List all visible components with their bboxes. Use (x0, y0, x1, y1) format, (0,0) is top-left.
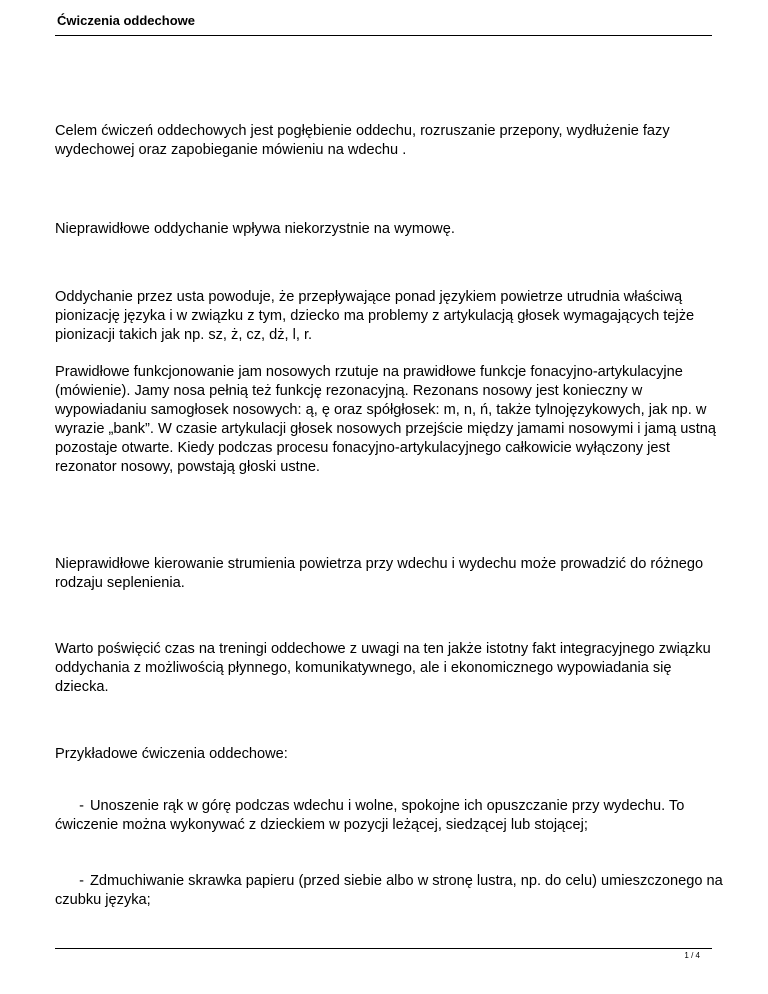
paragraph-intro: Celem ćwiczeń oddechowych jest pogłębienie oddechu, rozruszanie przepony, wydłużenie fazy wydechowej oraz zapobieganie mówieniu na wdechu . (55, 123, 670, 158)
paragraph-mouth-breathing: Oddychanie przez usta powoduje, że przepływające ponad językiem powietrze utrudnia właściwą pionizację języka i w związku z tym, dziecko ma problemy z artykulacją głosek wymagających tejże pionizacji takich jak np. sz, ż, cz, dż, l, r. (55, 289, 695, 343)
page-header (55, 11, 712, 36)
exercise-text: Unoszenie rąk w górę podczas wdechu i wolne, spokojne ich opuszczanie przy wydechu. To ćwiczenie można wykonywać z dzieckiem w pozycji leżącej, siedzącej lub stojącej; (55, 798, 685, 833)
paragraph-air-stream: Nieprawidłowe kierowanie strumienia powietrza przy wdechu i wydechu może prowadzić do różnego rodzaju seplenienia. (55, 556, 704, 591)
paragraph-breathing-impact: Nieprawidłowe oddychanie wpływa niekorzystnie na wymowę. (55, 221, 455, 237)
page-number: 1 / 4 (684, 951, 700, 960)
exercise-text: Zdmuchiwanie skrawka papieru (przed siebie albo w stronę lustra, np. do celu) umieszczonego na czubku języka; (55, 873, 723, 908)
exercise-item (55, 797, 725, 835)
paragraph-nasal-cavities: Prawidłowe funkcjonowanie jam nosowych rzutuje na prawidłowe funkcje fonacyjno-artykulacyjne (mówienie). Jamy nosa pełnią też funkcję rezonacyjną. Rezonans nosowy jest konieczny w wypowiadaniu samogłosek nosowych: ą, ę oraz spółgłosek: m, n, ń, także tylnojęzykowych, jak np. w wyrazie „bank”. W czasie artykulacji głosek nosowych przejście między jamami nosowymi i jamą ustną pozostaje otwarte. Kiedy podczas procesu fonacyjno-artykulacyjnego całkowicie wyłączony jest rezonator nosowy, powstają głoski ustne. (55, 364, 716, 475)
footer-divider (55, 948, 712, 949)
document-title: Ćwiczenia oddechowe (57, 13, 195, 28)
bullet-marker: - (79, 873, 84, 889)
paragraph-training: Warto poświęcić czas na treningi oddechowe z uwagi na ten jakże istotny fakt integracyjnego związku oddychania z możliwością płynnego, komunikatywnego, ale i ekonomicznego wypowiadania się dziecka. (55, 641, 711, 695)
paragraph-examples-heading: Przykładowe ćwiczenia oddechowe: (55, 746, 288, 762)
bullet-marker: - (79, 798, 84, 814)
exercise-item (55, 872, 725, 910)
